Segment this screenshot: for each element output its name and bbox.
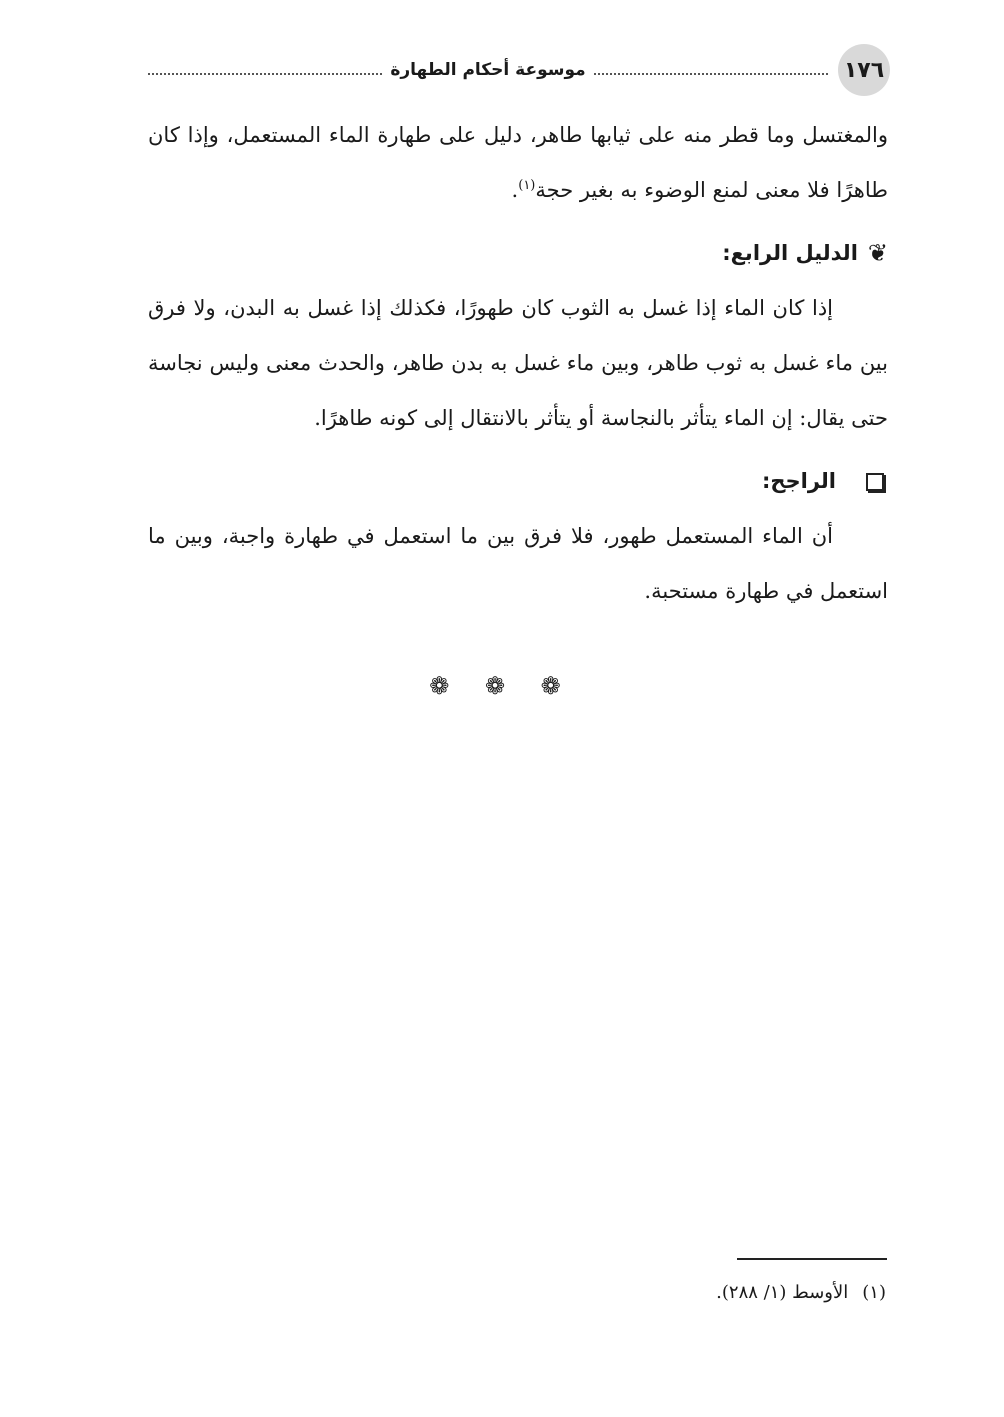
header-leader-dots-right (594, 73, 828, 75)
heading-fourth-evidence-label: الدليل الرابع: (722, 241, 858, 265)
page-number: ١٧٦ (838, 44, 890, 96)
paragraph-1-text: والمغتسل وما قطر منه على ثيابها طاهر، دليل على طهارة الماء المستعمل، وإذا كان طاهرًا فلا معنى لمنع الوضوء به بغير حجة (148, 123, 888, 202)
body-text (148, 108, 888, 619)
footnote-text: الأوسط (١/ ٢٨٨). (716, 1282, 849, 1303)
heading-rajih (148, 454, 888, 509)
paragraph-3: أن الماء المستعمل طهور، فلا فرق بين ما استعمل في طهارة واجبة، وبين ما استعمل في طهارة مستحبة. (148, 524, 888, 603)
section-ornament: ❁ ❁ ❁ (429, 672, 575, 700)
paragraph-1 (148, 108, 888, 218)
footnote-separator (737, 1258, 887, 1260)
footnote (148, 1278, 886, 1308)
checkbox-square-icon (866, 473, 884, 491)
header-title: موسوعة أحكام الطهارة (390, 60, 586, 80)
paragraph-2: إذا كان الماء إذا غسل به الثوب كان طهورًا، فكذلك إذا غسل به البدن، ولا فرق بين ماء غسل به ثوب طاهر، وبين ماء غسل به بدن طاهر، والحدث معنى وليس نجاسة حتى يقال: إن الماء يتأثر بالنجاسة أو يتأثر بالانتقال إلى كونه طاهرًا. (148, 296, 888, 430)
page-header (148, 45, 890, 95)
footnote-number: (١) (862, 1282, 886, 1303)
footnote-ref: (١) (518, 178, 536, 193)
leaf-bullet-icon: ❦ (867, 239, 888, 267)
header-leader-dots-left (148, 73, 382, 75)
paragraph-1-end: . (511, 178, 519, 202)
heading-fourth-evidence (148, 226, 888, 281)
heading-rajih-label: الراجح: (761, 469, 836, 493)
